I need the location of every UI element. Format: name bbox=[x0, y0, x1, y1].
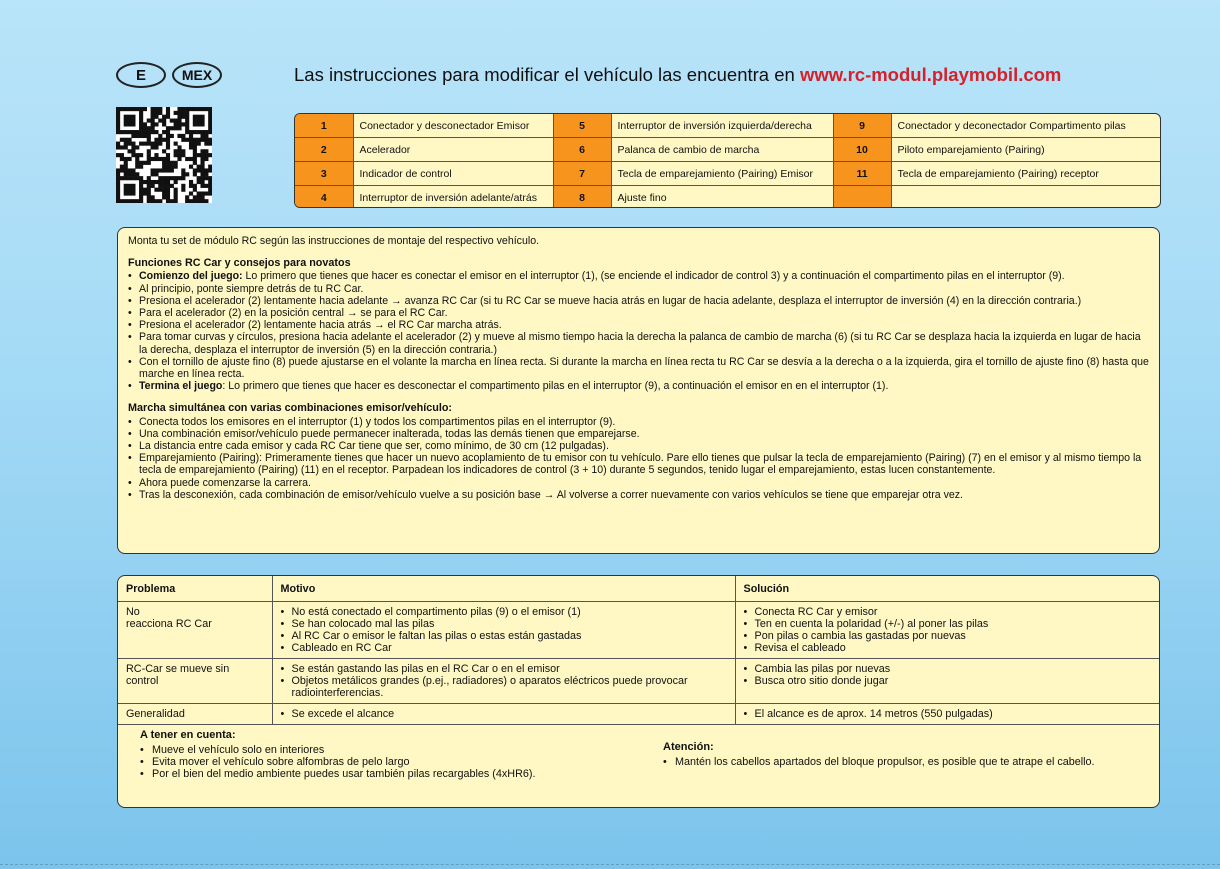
item-text: Presiona el acelerador (2) lentamente hacia atrás → el RC Car marcha atrás. bbox=[139, 319, 502, 332]
table-row bbox=[118, 602, 1159, 659]
reason-cell bbox=[272, 704, 735, 725]
legend-row bbox=[295, 162, 1160, 186]
item-bold: Comienzo del juego: bbox=[139, 270, 243, 283]
qr-code-icon bbox=[116, 107, 212, 203]
note-item: • Evita mover el vehículo sobre alfombras de pelo largo bbox=[140, 756, 536, 768]
problem-cell: Generalidad bbox=[118, 704, 272, 725]
attention-block bbox=[663, 741, 1095, 768]
solution-item: • Revisa el cableado bbox=[744, 642, 1152, 654]
legend-number: 1 bbox=[295, 114, 353, 138]
reason-list bbox=[281, 663, 727, 699]
legend-label: Indicador de control bbox=[353, 162, 553, 186]
legend-label: Palanca de cambio de marcha bbox=[611, 138, 833, 162]
country-badge-mex: MEX bbox=[172, 62, 222, 88]
list-item: • Tras la desconexión, cada combinación de emisor/vehículo vuelve a su posición base → Al volverse a correr nuevamente con varios vehículos se tiene que emparejar otra vez. bbox=[128, 489, 1149, 501]
legend-number: 7 bbox=[553, 162, 611, 186]
attention-list bbox=[663, 756, 1095, 768]
legend-number: 9 bbox=[833, 114, 891, 138]
legend-number: 3 bbox=[295, 162, 353, 186]
legend-number: 2 bbox=[295, 138, 353, 162]
item-text: Presiona el acelerador (2) lentamente hacia adelante → avanza RC Car (si tu RC Car se mueve hacia atrás en lugar de hacia adelante, desplaza el interruptor de inversión (4) en la dirección contraria.) bbox=[139, 294, 1082, 307]
note-item: • Mueve el vehículo solo en interiores bbox=[140, 744, 536, 756]
solution-cell bbox=[735, 602, 1159, 659]
reason-list bbox=[281, 708, 727, 720]
solution-cell bbox=[735, 659, 1159, 704]
legend-label: Conectador y desconectador Emisor bbox=[353, 114, 553, 138]
legend-number: 8 bbox=[553, 186, 611, 209]
country-badge-e: E bbox=[116, 62, 166, 88]
item-text: Lo primero que tienes que hacer es conectar el emisor en el interruptor (1), (se enciende el indicador de control 3) y a continuación el compartimento pilas en el interruptor (9). bbox=[242, 270, 1065, 283]
list-item bbox=[128, 356, 1149, 380]
item-text: Para tomar curvas y círculos, presiona hacia adelante el acelerador (2) y mueve al mismo tiempo hacia la derecha la palanca de cambio de marcha (6) (si tu RC Car se desplaza hacia la izquierda en lugar de hacia la derecha, desplaza el interruptor de inversión (5) en la dirección contraria.) bbox=[139, 331, 1141, 356]
solution-item: • Conecta RC Car y emisor bbox=[744, 606, 1152, 618]
legend-label: Ajuste fino bbox=[611, 186, 833, 209]
reason-item: • Al RC Car o emisor le faltan las pilas o estas están gastadas bbox=[281, 630, 727, 642]
reason-item: • Se excede el alcance bbox=[281, 708, 727, 720]
legend-row bbox=[295, 186, 1160, 209]
legend-label: Tecla de emparejamiento (Pairing) Emisor bbox=[611, 162, 833, 186]
list-item: • Conecta todos los emisores en el interruptor (1) y todos los compartimentos pilas en el interruptor (9). bbox=[128, 416, 1149, 428]
item-text: Para el acelerador (2) en la posición central → se para el RC Car. bbox=[139, 307, 448, 320]
solution-item: • Ten en cuenta la polaridad (+/-) al poner las pilas bbox=[744, 618, 1152, 630]
intro-text: Monta tu set de módulo RC según las instrucciones de montaje del respectivo vehículo. bbox=[128, 235, 540, 247]
solution-item: • El alcance es de aprox. 14 metros (550 pulgadas) bbox=[744, 708, 1152, 720]
parts-legend bbox=[294, 113, 1161, 208]
table-row bbox=[118, 659, 1159, 704]
legend-number: 4 bbox=[295, 186, 353, 209]
note-title: A tener en cuenta: bbox=[140, 729, 236, 741]
solution-item: • Busca otro sitio donde jugar bbox=[744, 675, 1152, 687]
headline bbox=[294, 64, 1061, 86]
item-text: Al principio, ponte siempre detrás de tu RC Car. bbox=[139, 282, 364, 295]
headline-url[interactable]: www.rc-modul.playmobil.com bbox=[799, 64, 1062, 85]
notes-area bbox=[118, 725, 1159, 790]
problem-cell: RC-Car se mueve sin control bbox=[118, 659, 272, 704]
reason-cell bbox=[272, 602, 735, 659]
reason-item: • Cableado en RC Car bbox=[281, 642, 727, 654]
functions-list bbox=[128, 270, 1149, 392]
legend-label: Tecla de emparejamiento (Pairing) receptor bbox=[891, 162, 1160, 186]
legend-label: Interruptor de inversión adelante/atrás bbox=[353, 186, 553, 209]
table-row bbox=[118, 704, 1159, 725]
list-item bbox=[128, 295, 1149, 307]
legend-number: 10 bbox=[833, 138, 891, 162]
reason-item: • Objetos metálicos grandes (p.ej., radiadores) o aparatos eléctricos puede provocar radiointerferencias. bbox=[281, 675, 727, 699]
solution-list bbox=[744, 606, 1152, 654]
item-bold: Termina el juego bbox=[139, 380, 223, 393]
legend-row bbox=[295, 114, 1160, 138]
list-item bbox=[128, 270, 1149, 282]
legend-label: Piloto emparejamiento (Pairing) bbox=[891, 138, 1160, 162]
problem-cell: No reacciona RC Car bbox=[118, 602, 272, 659]
reason-cell bbox=[272, 659, 735, 704]
reason-item: • No está conectado el compartimento pilas (9) o el emisor (1) bbox=[281, 606, 727, 618]
reason-list bbox=[281, 606, 727, 654]
legend-label: Acelerador bbox=[353, 138, 553, 162]
legend-number bbox=[833, 186, 891, 209]
note-block bbox=[140, 729, 536, 780]
legend-number: 6 bbox=[553, 138, 611, 162]
item-text: Con el tornillo de ajuste fino (8) puede ajustarse en el volante la marcha en línea recta. Si durante la marcha en línea recta tu RC Car se desvía a la derecha o a la izquierda, gira el tornillo de ajuste fino (8) hasta que marche en línea recta. bbox=[139, 355, 1149, 381]
qr-modules bbox=[116, 107, 212, 203]
troubleshooting-box bbox=[117, 575, 1160, 808]
parts-legend-table bbox=[295, 114, 1160, 208]
solution-item: • Cambia las pilas por nuevas bbox=[744, 663, 1152, 675]
solution-list bbox=[744, 708, 1152, 720]
note-list bbox=[140, 744, 536, 780]
list-item bbox=[128, 283, 1149, 295]
headline-text: Las instrucciones para modificar el vehículo las encuentra en bbox=[294, 64, 800, 85]
item-text: : Lo primero que tienes que hacer es desconectar el compartimento pilas en el interruptor (9), a continuación el emisor en en el interruptor (1). bbox=[222, 380, 889, 393]
section-title-functions: Funciones RC Car y consejos para novatos bbox=[128, 257, 351, 270]
list-item: • La distancia entre cada emisor y cada RC Car tiene que ser, como mínimo, de 30 cm (12 pulgadas). bbox=[128, 440, 1149, 452]
header-problem: Problema bbox=[118, 576, 272, 602]
solution-cell bbox=[735, 704, 1159, 725]
legend-number: 11 bbox=[833, 162, 891, 186]
reason-item: • Se han colocado mal las pilas bbox=[281, 618, 727, 630]
header-reason: Motivo bbox=[272, 576, 735, 602]
legend-number: 5 bbox=[553, 114, 611, 138]
instructions-box bbox=[117, 227, 1160, 554]
page-edge-line bbox=[0, 864, 1220, 866]
legend-row bbox=[295, 138, 1160, 162]
solution-item: • Pon pilas o cambia las gastadas por nuevas bbox=[744, 630, 1152, 642]
list-item: • Una combinación emisor/vehículo puede permanecer inalterada, todas las demás tienen que emparejarse. bbox=[128, 428, 1149, 440]
note-item: • Por el bien del medio ambiente puedes usar también pilas recargables (4xHR6). bbox=[140, 768, 536, 780]
reason-item: • Se están gastando las pilas en el RC Car o en el emisor bbox=[281, 663, 727, 675]
attention-title: Atención: bbox=[663, 741, 714, 753]
list-item bbox=[128, 380, 1149, 392]
multi-list bbox=[128, 416, 1149, 501]
section-title-multi: Marcha simultánea con varias combinaciones emisor/vehículo: bbox=[128, 402, 453, 415]
legend-label: Interruptor de inversión izquierda/derecha bbox=[611, 114, 833, 138]
header-solution: Solución bbox=[735, 576, 1159, 602]
troubleshooting-table bbox=[118, 576, 1159, 725]
list-item bbox=[128, 319, 1149, 331]
legend-label: Conectador y deconectador Compartimento pilas bbox=[891, 114, 1160, 138]
list-item: • Ahora puede comenzarse la carrera. bbox=[128, 477, 1149, 489]
legend-label bbox=[891, 186, 1160, 209]
list-item: • Emparejamiento (Pairing): Primeramente tienes que hacer un nuevo acoplamiento de tu emisor con tu vehículo. Pare ello tienes que pulsar la tecla de emparejamiento (Pairing) (7) en el emisor y al mismo tiempo la tecla de emparejamiento (Pairing) (11) en el receptor. Parpadean los indicadores de control (3 + 10) durante 5 segundos, tenido lugar el emparejamiento, estas lucen constantemente. bbox=[128, 452, 1149, 476]
list-item bbox=[128, 331, 1149, 355]
attention-item: • Mantén los cabellos apartados del bloque propulsor, es posible que te atrape el cabello. bbox=[663, 756, 1095, 768]
list-item bbox=[128, 307, 1149, 319]
solution-list bbox=[744, 663, 1152, 687]
